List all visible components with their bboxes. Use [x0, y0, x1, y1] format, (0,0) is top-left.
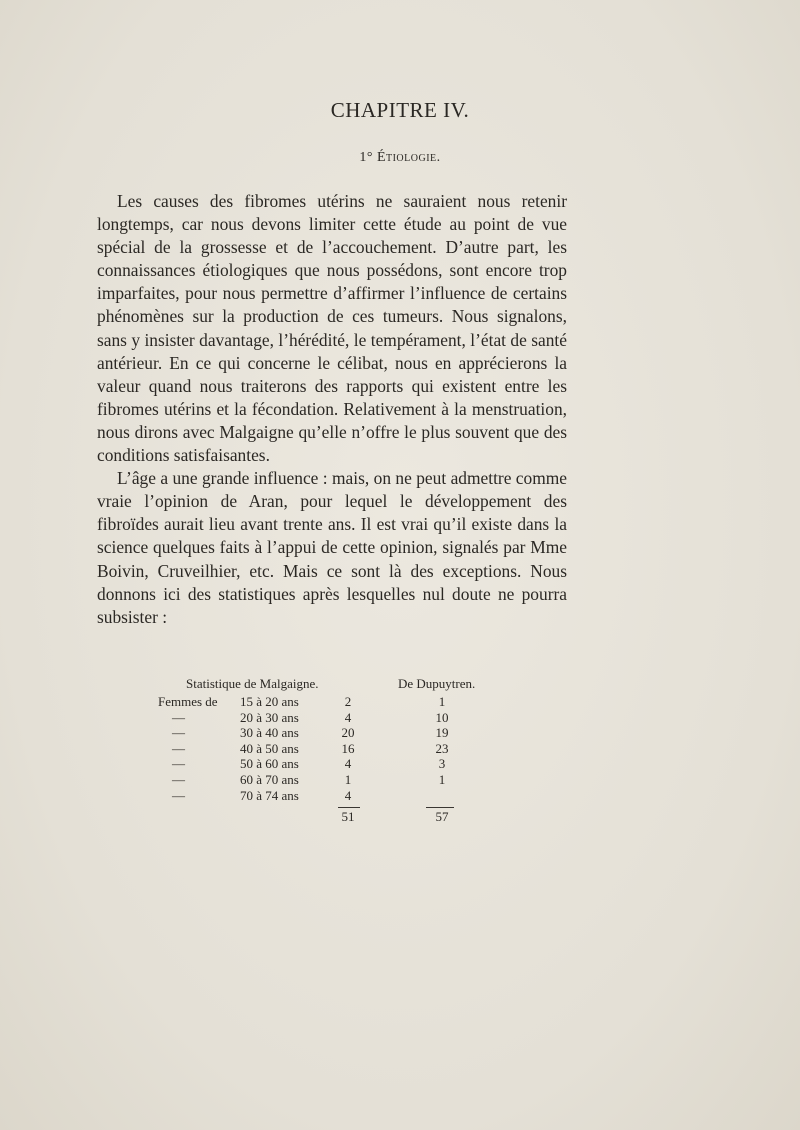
dupuytren-count: 1	[438, 694, 446, 709]
row-prefix: —	[172, 756, 185, 772]
age-range: 30 à 40 ans	[240, 725, 299, 741]
table-row	[150, 756, 550, 772]
dupuytren-count: 3	[438, 756, 446, 772]
age-range: 15 à 20 ans	[240, 694, 299, 709]
body-text	[97, 190, 567, 629]
malgaigne-count: 4	[344, 756, 352, 772]
age-range: 20 à 30 ans	[240, 709, 299, 725]
table-row	[150, 710, 550, 726]
total-rule	[426, 807, 454, 808]
age-range: 40 à 50 ans	[240, 740, 299, 756]
dupuytren-count: 10	[435, 709, 449, 725]
table-row	[150, 694, 550, 710]
header-malgaigne: Statistique de Malgaigne.	[186, 676, 319, 691]
dupuytren-count: 19	[435, 725, 449, 741]
dupuytren-count: 23	[435, 740, 449, 756]
dupuytren-total: 57	[435, 809, 449, 825]
row-prefix: —	[172, 725, 185, 741]
table-row	[150, 772, 550, 788]
statistics-table	[150, 676, 550, 831]
malgaigne-count: 4	[344, 709, 352, 725]
total-rule	[338, 807, 360, 808]
row-prefix: —	[172, 787, 185, 803]
malgaigne-count: 4	[344, 787, 352, 803]
table-row	[150, 788, 550, 804]
malgaigne-count: 16	[341, 740, 355, 756]
paragraph: Les causes des fibromes utérins ne sauraient nous retenir longtemps, car nous devons limiter cette étude au point de vue spécial de la grossesse et de l’accouchement. D’autre part, les connaissances étiologiques que nous possédons, sont encore trop imparfaites, pour nous permettre d’affirmer l’influence de certains phénomènes sur la production de ces tumeurs. Nous signalons, sans y insister davantage, l’hérédité, le tempérament, l’état de santé antérieur. En ce qui concerne le célibat, nous en apprécierons la valeur quand nous traiterons des rapports qui existent entre les fibromes utérins et la fécondation. Relativement à la menstruation, nous dirons avec Malgaigne qu’elle n’offre le plus souvent que des conditions satisfaisantes.	[97, 191, 567, 466]
row-prefix: —	[172, 740, 185, 756]
row-prefix: —	[172, 771, 185, 787]
malgaigne-count: 20	[341, 725, 355, 741]
table-row	[150, 741, 550, 757]
age-range: 70 à 74 ans	[240, 787, 299, 803]
malgaigne-count: 2	[344, 694, 352, 709]
table-row	[150, 725, 550, 741]
chapter-title: CHAPITRE IV.	[330, 98, 470, 122]
dupuytren-count: 1	[438, 771, 446, 787]
paragraph: L’âge a une grande influence : mais, on ne peut admettre comme vraie l’opinion de Aran, pour lequel le développement des fibroïdes aurait lieu avant trente ans. Il est vrai qu’il existe dans la science quelques faits à l’appui de cette opinion, signalés par Mme Boivin, Cruveilhier, etc. Mais ce sont là des exceptions. Nous donnons ici des statistiques après lesquelles nul doute ne pourra subsister :	[97, 468, 567, 627]
header-dupuytren: De Dupuytren.	[398, 676, 476, 691]
statistics-header	[150, 676, 550, 694]
row-prefix: Femmes de	[158, 694, 218, 709]
malgaigne-count: 1	[344, 771, 352, 787]
malgaigne-total: 51	[341, 809, 355, 825]
age-range: 50 à 60 ans	[240, 756, 299, 772]
row-prefix: —	[172, 709, 185, 725]
section-title: 1° Étiologie.	[359, 150, 441, 165]
totals-row	[150, 809, 550, 831]
age-range: 60 à 70 ans	[240, 771, 299, 787]
